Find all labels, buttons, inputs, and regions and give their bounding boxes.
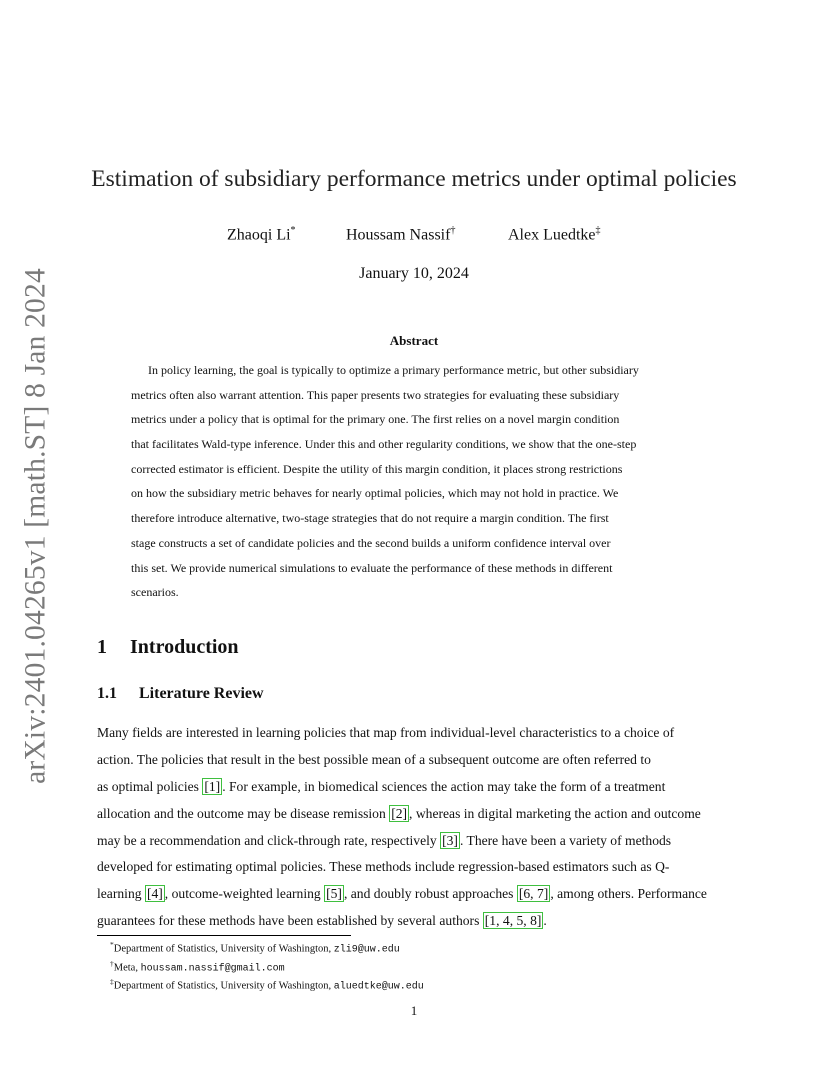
body-line: developed for estimating optimal policies. These methods include regression-based estimators such as Q- xyxy=(97,859,670,875)
page-number: 1 xyxy=(410,1003,418,1018)
email-link[interactable]: aluedtke@uw.edu xyxy=(333,981,424,993)
citation-link[interactable]: [3] xyxy=(442,832,458,848)
footnotes xyxy=(110,938,424,994)
footnote-divider xyxy=(97,935,351,936)
citation-link[interactable]: [5] xyxy=(326,886,342,902)
body-line: allocation and the outcome may be disease remission [2] , whereas in digital marketing the action and outcome xyxy=(97,805,701,821)
body-line: Many fields are interested in learning policies that map from individual-level characteristics to a choice of xyxy=(97,725,675,740)
subsection-heading xyxy=(97,685,264,703)
footnote: ‡Department of Statistics, University of Washington, aluedtke@uw.edu xyxy=(110,977,424,993)
footnote: †Meta, houssam.nassif@gmail.com xyxy=(110,958,285,974)
email-link[interactable]: zli9@uw.edu xyxy=(333,944,400,956)
abstract-line: metrics under a policy that is optimal for the primary one. The first relies on a novel margin condition xyxy=(131,412,620,427)
abstract-line: therefore introduce alternative, two-stage strategies that do not require a margin condition. The first xyxy=(131,511,609,526)
abstract-line: on how the subsidiary metric behaves for nearly optimal policies, which may not hold in practice. We xyxy=(131,486,619,501)
citation-link[interactable]: [1] xyxy=(204,778,221,794)
section-title: Introduction xyxy=(130,636,239,658)
body-line: may be a recommendation and click-through rate, respectively [3] . There have been a variety of methods xyxy=(97,832,672,848)
author-2: Houssam Nassif† xyxy=(346,225,456,244)
citation-link[interactable]: [1, 4, 5, 8] xyxy=(484,913,542,929)
abstract-body xyxy=(131,358,697,605)
author-1: Zhaoqi Li* xyxy=(227,225,296,244)
abstract-line: metrics often also warrant attention. This paper presents two strategies for evaluating these subsidiary xyxy=(131,387,620,402)
subsection-title: Literature Review xyxy=(139,685,264,702)
arxiv-identifier-stamp: arXiv:2401.04265v1 [math.ST] 8 Jan 2024 xyxy=(19,268,52,784)
abstract-line: corrected estimator is efficient. Despite the utility of this margin condition, it places strong restrictions xyxy=(131,461,623,476)
section-heading xyxy=(97,636,239,659)
body-line: action. The policies that result in the best possible mean of a subsequent outcome are often referred to xyxy=(97,751,651,767)
citation-link[interactable]: [6, 7] xyxy=(518,886,549,902)
abstract-line: stage constructs a set of candidate policies and the second builds a uniform confidence interval over xyxy=(131,535,611,550)
abstract-line: that facilitates Wald-type inference. Under this and other regularity conditions, we show that the one-step xyxy=(131,437,637,452)
email-link[interactable]: houssam.nassif@gmail.com xyxy=(140,963,285,974)
body-paragraph xyxy=(97,720,731,935)
subsection-number: 1.1 xyxy=(97,685,117,702)
publication-date: January 10, 2024 xyxy=(359,265,469,282)
body-line: learning [4] , outcome-weighted learning [5] , and doubly robust approaches [6, 7] , among others. Performance xyxy=(97,886,707,902)
abstract-line: In policy learning, the goal is typically to optimize a primary performance metric, but other subsidiary xyxy=(148,363,639,377)
author-3: Alex Luedtke‡ xyxy=(508,225,601,244)
citation-link[interactable]: [4] xyxy=(146,886,163,902)
footnote: *Department of Statistics, University of Washington, zli9@uw.edu xyxy=(110,940,400,956)
abstract-line: scenarios. xyxy=(131,585,179,600)
abstract-line: this set. We provide numerical simulations to evaluate the performance of these methods in different xyxy=(131,560,613,575)
body-line: guarantees for these methods have been established by several authors [1, 4, 5, 8] . xyxy=(97,913,547,929)
citation-link[interactable]: [2] xyxy=(391,805,408,821)
body-line: as optimal policies [1] . For example, in biomedical sciences the action may take the form of a treatment xyxy=(97,778,666,794)
paper-title: Estimation of subsidiary performance metrics under optimal policies xyxy=(91,166,737,192)
abstract-heading: Abstract xyxy=(389,333,439,348)
section-number: 1 xyxy=(97,636,107,658)
